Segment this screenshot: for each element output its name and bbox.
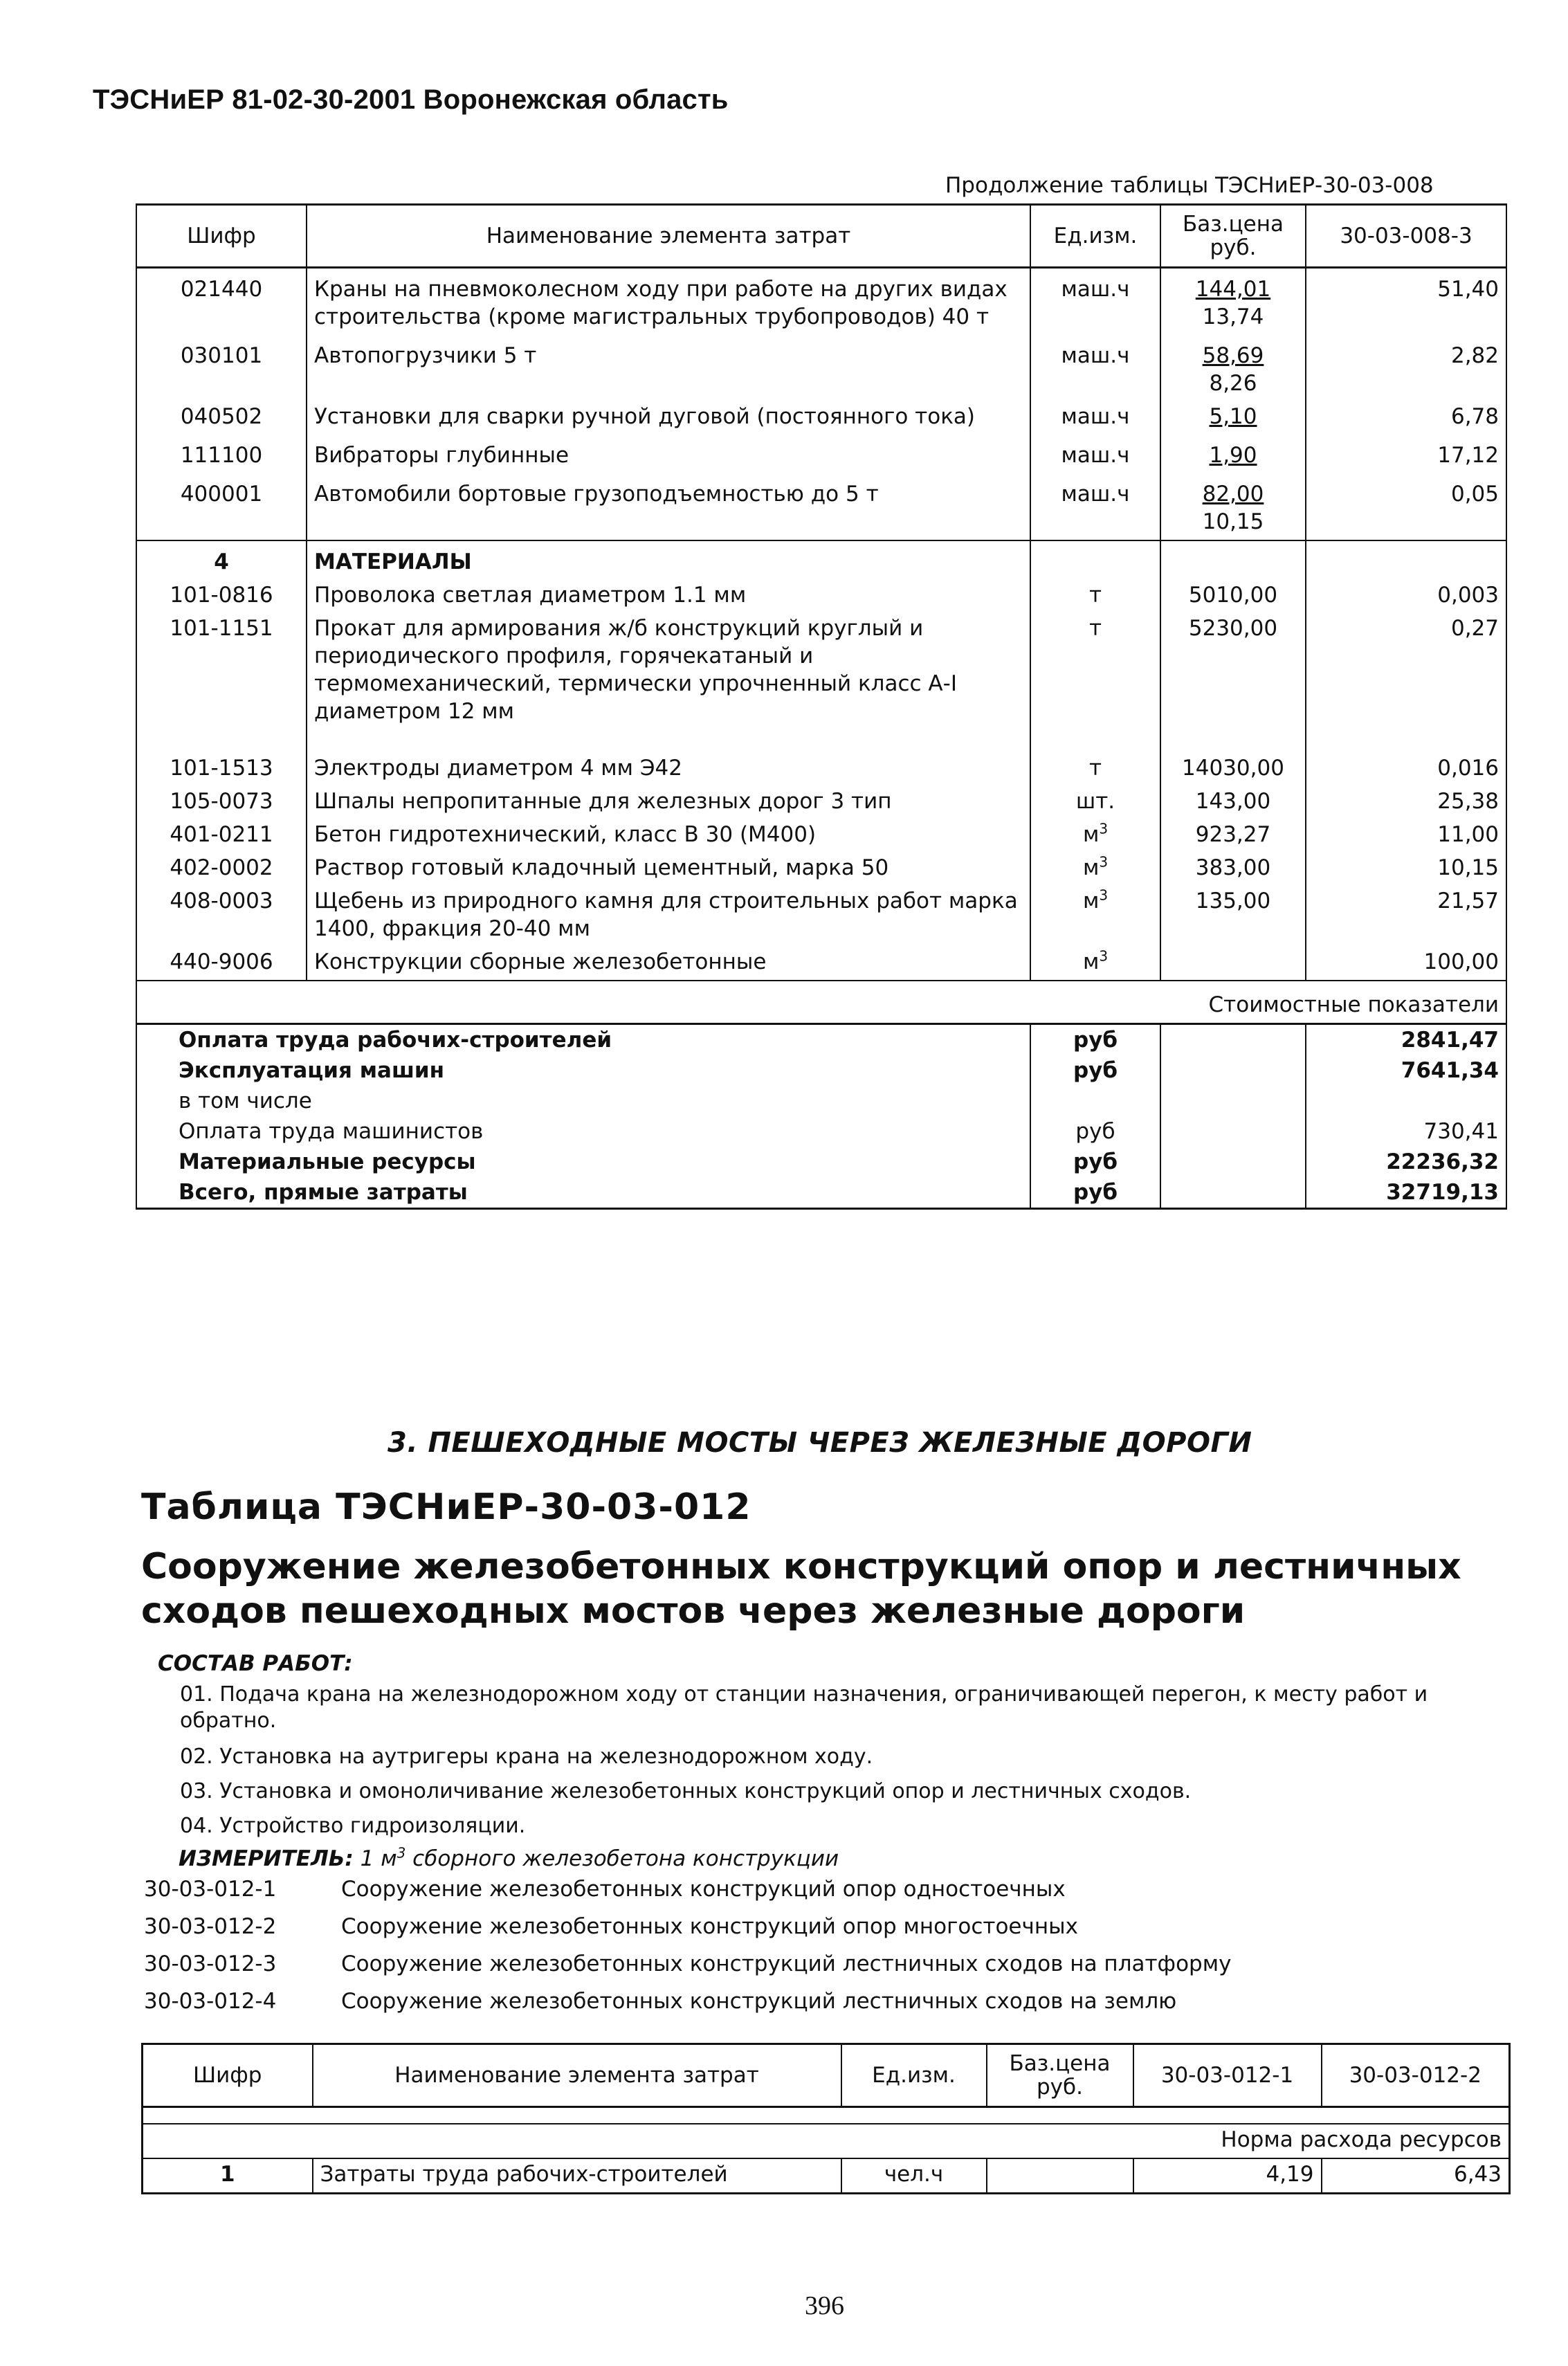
unit-text: м [1082,822,1100,847]
row-code: 111100 [136,440,307,479]
row-name: Шпалы непропитанные для железных дорог 3 тип [307,786,1030,819]
totals-label: Оплата труда рабочих-строителей [136,1024,1030,1056]
row-unit: чел.ч [841,2158,987,2194]
totals-label: Оплата труда машинистов [136,1116,1030,1147]
row-unit [1030,886,1160,947]
totals-row [136,1086,1506,1116]
price-labor: 8,26 [1209,371,1257,396]
unit-text: т [1088,616,1102,641]
row-value: 0,05 [1306,479,1506,540]
row-code: 400001 [136,479,307,540]
row-name: Краны на пневмоколесном ходу при работе на других видах строительства (кроме магистральных трубопроводов) 40 т [307,268,1030,341]
row-unit: маш.ч [1030,401,1160,440]
code-item-desc: Сооружение железобетонных конструкций лестничных сходов на землю [341,1989,1177,2014]
row-unit [1030,580,1160,613]
totals-unit: руб [1030,1024,1160,1056]
row-price [1160,268,1306,341]
totals-unit: руб [1030,1177,1160,1209]
table-row [136,268,1506,341]
price-total: 1,90 [1209,443,1257,468]
row-value: 0,003 [1306,580,1506,613]
row-unit [1030,613,1160,753]
totals-value [1306,1086,1506,1116]
empty-cell [1160,1024,1306,1056]
row-name: Электроды диаметром 4 мм Э42 [307,753,1030,786]
totals-row [136,1055,1506,1086]
row-value: 2,82 [1306,340,1506,401]
row-unit [1030,786,1160,819]
price-total: 58,69 [1202,343,1264,368]
row-name: Установки для сварки ручной дуговой (постоянного тока) [307,401,1030,440]
row-value: 0,27 [1306,613,1506,753]
totals-unit: руб [1030,1055,1160,1086]
table-row [136,440,1506,479]
row-code: 408-0003 [136,886,307,947]
row-price [1160,947,1306,981]
totals-unit: руб [1030,1116,1160,1147]
row-unit [1030,853,1160,886]
row-unit [1030,819,1160,853]
table-row [136,401,1506,440]
work-item: 02. Установка на аутригеры крана на железнодорожном ходу. [180,1745,873,1769]
row-code: 101-1513 [136,753,307,786]
table-row [136,753,1506,786]
work-composition-label: СОСТАВ РАБОТ: [158,1651,353,1676]
row-name: Автопогрузчики 5 т [307,340,1030,401]
section-title: 3. ПЕШЕХОДНЫЕ МОСТЫ ЧЕРЕЗ ЖЕЛЕЗНЫЕ ДОРОГИ [388,1427,1252,1459]
empty-cell [1160,1086,1306,1116]
code-item-code: 30-03-012-3 [144,1951,277,1976]
row-unit: маш.ч [1030,340,1160,401]
row-name: Проволока светлая диаметром 1.1 мм [307,580,1030,613]
col-header-code: Шифр [136,205,307,268]
unit-text: м [1082,855,1100,880]
unit-text: т [1088,756,1102,781]
price-total: 144,01 [1195,277,1271,302]
price-labor: 13,74 [1202,304,1264,329]
code-item [144,1951,1231,1976]
t2-header-price: Баз.цена руб. [987,2044,1133,2107]
unit-text: т [1088,583,1102,608]
row-unit: маш.ч [1030,440,1160,479]
row-code: 1 [219,2162,235,2187]
price-total: 5,10 [1209,404,1257,429]
row-price [1160,479,1306,540]
row-price: 5230,00 [1160,613,1306,753]
totals-unit: руб [1030,1147,1160,1177]
row-value: 11,00 [1306,819,1506,853]
totals-value: 22236,32 [1306,1147,1506,1177]
empty-cell [1160,1177,1306,1209]
section-code: 4 [136,540,307,580]
row-name: Раствор готовый кладочный цементный, марка 50 [307,853,1030,886]
row-value: 21,57 [1306,886,1506,947]
meter-line [179,1846,839,1871]
t2-header-unit: Ед.изм. [841,2044,987,2107]
row-code: 440-9006 [136,947,307,981]
empty-cell [1160,1147,1306,1177]
table-subtitle: Сооружение железобетонных конструкций опор и лестничных сходов пешеходных мостов через железные дороги [141,1546,1461,1632]
row-unit [1030,753,1160,786]
resource-table-30-03-008 [136,203,1507,1210]
row-name: Прокат для армирования ж/б конструкций круглый и периодического профиля, горячекатаный и термомеханический, термически упрочненный класс А-I диаметром 12 мм [307,613,1030,753]
row-name: Вибраторы глубинные [307,440,1030,479]
cost-caption: Стоимостные показатели [136,981,1506,1024]
row-price [987,2158,1133,2194]
unit-sup: 3 [1099,820,1109,837]
work-item: 03. Установка и омоноличивание железобетонных конструкций опор и лестничных сходов. [180,1779,1192,1803]
table-row [136,947,1506,981]
totals-row [136,1177,1506,1209]
unit-sup: 3 [1099,853,1109,871]
row-price: 135,00 [1160,886,1306,947]
table-row [136,613,1506,753]
row-value-1: 4,19 [1133,2158,1322,2194]
table-row [136,479,1506,540]
row-value: 25,38 [1306,786,1506,819]
empty-cell [1160,1055,1306,1086]
totals-value: 32719,13 [1306,1177,1506,1209]
row-price [1160,440,1306,479]
running-header: ТЭСНиЕР 81-02-30-2001 Воронежская область [93,84,729,115]
meter-suffix: сборного железобетона конструкции [405,1846,839,1871]
totals-label: Всего, прямые затраты [136,1177,1030,1209]
t2-header-code: Шифр [143,2044,313,2107]
totals-row [136,1024,1506,1056]
row-name: Конструкции сборные железобетонные [307,947,1030,981]
col-header-norm: 30-03-008-3 [1306,205,1506,268]
norm-caption: Норма расхода ресурсов [143,2124,1510,2158]
totals-label: Материальные ресурсы [136,1147,1030,1177]
totals-value: 7641,34 [1306,1055,1506,1086]
code-item [144,1914,1078,1939]
col-header-price: Баз.цена руб. [1160,205,1306,268]
page-number: 396 [805,2291,844,2320]
row-name: Щебень из природного камня для строительных работ марка 1400, фракция 20-40 мм [307,886,1030,947]
row-value: 6,78 [1306,401,1506,440]
empty-cell [1306,540,1506,580]
row-unit: маш.ч [1030,479,1160,540]
totals-row [136,1116,1506,1147]
totals-label: Эксплуатация машин [136,1055,1030,1086]
row-code: 101-1151 [136,613,307,753]
table-row [136,786,1506,819]
code-item-code: 30-03-012-4 [144,1989,277,2014]
row-code: 030101 [136,340,307,401]
section-name: МАТЕРИАЛЫ [307,540,1030,580]
row-value: 51,40 [1306,268,1506,341]
meter-prefix: 1 м [353,1846,397,1871]
section-row-materials [136,540,1506,580]
table-row [136,886,1506,947]
meter-sup: 3 [396,1844,406,1862]
row-name: Автомобили бортовые грузоподъемностью до 5 т [307,479,1030,540]
col-header-name: Наименование элемента затрат [307,205,1030,268]
totals-unit [1030,1086,1160,1116]
table-row [136,853,1506,886]
col-header-unit: Ед.изм. [1030,205,1160,268]
empty-cell [1160,1116,1306,1147]
code-item [144,1877,1066,1902]
row-value-2: 6,43 [1322,2158,1510,2194]
unit-sup: 3 [1099,886,1109,904]
code-item-desc: Сооружение железобетонных конструкций опор многостоечных [341,1914,1078,1939]
unit-text: м [1082,889,1100,913]
code-item-desc: Сооружение железобетонных конструкций опор одностоечных [341,1877,1066,1902]
row-value: 17,12 [1306,440,1506,479]
code-item-desc: Сооружение железобетонных конструкций лестничных сходов на платформу [341,1951,1232,1976]
row-code: 402-0002 [136,853,307,886]
unit-text: шт. [1075,789,1115,814]
row-code: 040502 [136,401,307,440]
row-price [1160,340,1306,401]
t2-header-name: Наименование элемента затрат [313,2044,841,2107]
row-price: 923,27 [1160,819,1306,853]
t2-header-col1: 30-03-012-1 [1133,2044,1322,2107]
row-code: 021440 [136,268,307,341]
code-item-code: 30-03-012-1 [144,1877,277,1902]
code-item-code: 30-03-012-2 [144,1914,277,1939]
work-item: 01. Подача крана на железнодорожном ходу от станции назначения, ограничивающей перегон, к месту работ и обратно. [180,1682,1428,1733]
row-price [1160,401,1306,440]
unit-text: м [1082,949,1100,974]
price-labor: 10,15 [1202,509,1264,534]
row-price: 383,00 [1160,853,1306,886]
table-continuation-caption: Продолжение таблицы ТЭСНиЕР-30-03-008 [945,173,1434,198]
row-value: 100,00 [1306,947,1506,981]
table-row [136,580,1506,613]
table-row [136,819,1506,853]
row-price: 14030,00 [1160,753,1306,786]
row-unit: маш.ч [1030,268,1160,341]
table-row [143,2158,1510,2194]
totals-label: в том числе [136,1086,1030,1116]
price-total: 82,00 [1202,482,1264,507]
t2-header-col2: 30-03-012-2 [1322,2044,1510,2107]
row-value: 10,15 [1306,853,1506,886]
row-code: 101-0816 [136,580,307,613]
row-name: Бетон гидротехнический, класс В 30 (М400) [307,819,1030,853]
resource-table-30-03-012 [141,2043,1511,2194]
row-unit [1030,947,1160,981]
unit-sup: 3 [1099,947,1109,965]
work-item: 04. Устройство гидроизоляции. [180,1814,526,1838]
table-row [136,340,1506,401]
totals-value: 2841,47 [1306,1024,1506,1056]
empty-cell [1030,540,1160,580]
totals-value: 730,41 [1306,1116,1506,1147]
meter-label: ИЗМЕРИТЕЛЬ: [179,1846,354,1871]
code-item [144,1989,1176,2014]
empty-cell [1160,540,1306,580]
totals-row [136,1147,1506,1177]
row-code: 105-0073 [136,786,307,819]
row-code: 401-0211 [136,819,307,853]
table-title: Таблица ТЭСНиЕР-30-03-012 [141,1486,751,1528]
row-name: Затраты труда рабочих-строителей [313,2158,841,2194]
row-value: 0,016 [1306,753,1506,786]
row-price: 143,00 [1160,786,1306,819]
row-price: 5010,00 [1160,580,1306,613]
